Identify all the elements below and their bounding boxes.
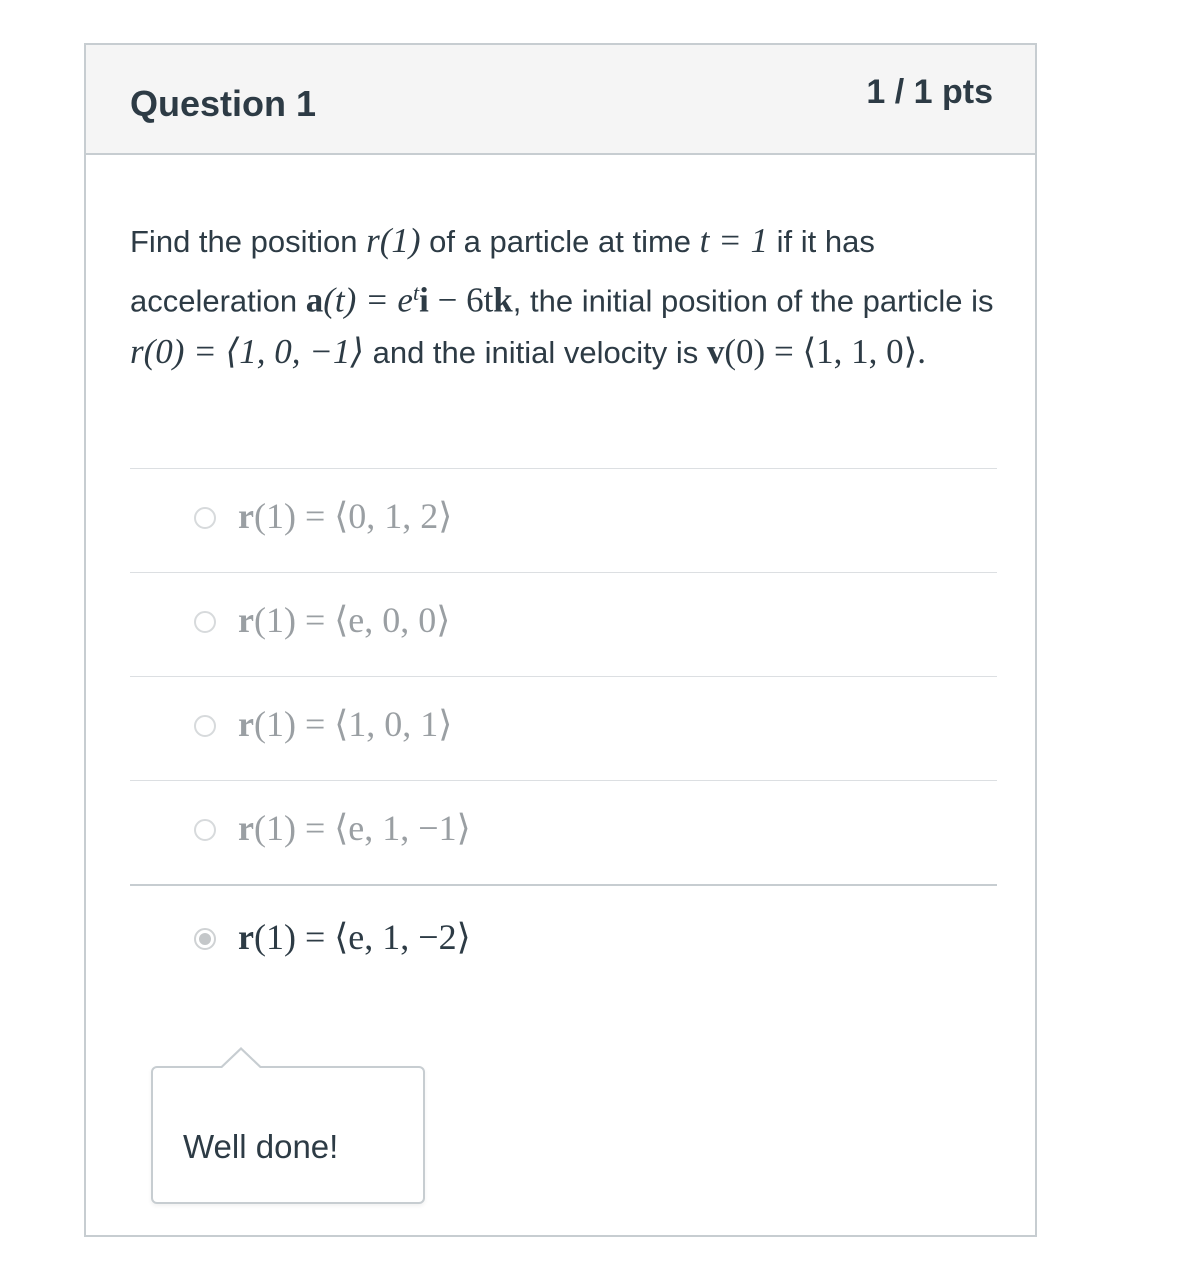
question-text: [130, 215, 1000, 378]
question-text-part: if it has acceleration: [130, 224, 875, 319]
question-text-part: , the initial position of the particle is: [512, 283, 994, 319]
math-unit-k: k: [493, 280, 513, 320]
math-position: r(1): [366, 221, 421, 260]
radio-button[interactable]: [194, 715, 216, 737]
math-unit-i: i: [419, 280, 429, 320]
answer-option[interactable]: [130, 572, 997, 676]
math-velocity-symbol: v: [706, 332, 725, 372]
radio-button-selected[interactable]: [194, 928, 216, 950]
math-accel-symbol: a: [305, 280, 324, 320]
feedback-text: Well done!: [183, 1128, 339, 1165]
math-exponent: t: [412, 280, 420, 305]
radio-button[interactable]: [194, 611, 216, 633]
math-accel-term: − 6t: [428, 280, 494, 320]
question-text-part: of a particle at time: [420, 224, 700, 259]
answer-option[interactable]: [130, 676, 997, 780]
question-text-period: .: [917, 332, 926, 372]
next-question-cutoff: [0, 1262, 1194, 1278]
answer-option[interactable]: [130, 468, 997, 572]
question-text-part: Find the position: [130, 224, 367, 259]
answer-label: r(1) = ⟨e, 1, −1⟩: [238, 808, 471, 848]
answer-label: r(1) = ⟨0, 1, 2⟩: [238, 496, 453, 536]
radio-button[interactable]: [194, 507, 216, 529]
question-title: Question 1: [130, 83, 317, 124]
math-initial-velocity: (0) = ⟨1, 1, 0⟩: [724, 332, 918, 372]
feedback-bubble: [151, 1066, 425, 1204]
math-time: t = 1: [699, 221, 768, 260]
answer-label: r(1) = ⟨e, 1, −2⟩: [238, 917, 471, 957]
answer-label: r(1) = ⟨e, 0, 0⟩: [238, 600, 451, 640]
question-card: [84, 43, 1037, 1237]
question-text-part: and the initial velocity is: [363, 335, 707, 371]
answer-option[interactable]: [130, 780, 997, 884]
radio-button[interactable]: [194, 819, 216, 841]
answer-option-selected[interactable]: [130, 884, 997, 996]
answer-list: [130, 468, 997, 996]
math-accel-expr: (t) = e: [323, 280, 413, 320]
question-points: 1 / 1 pts: [866, 73, 993, 111]
answer-label: r(1) = ⟨1, 0, 1⟩: [238, 704, 453, 744]
math-initial-position: r(0) = ⟨1, 0, −1⟩: [130, 332, 364, 372]
question-header: [86, 45, 1035, 155]
